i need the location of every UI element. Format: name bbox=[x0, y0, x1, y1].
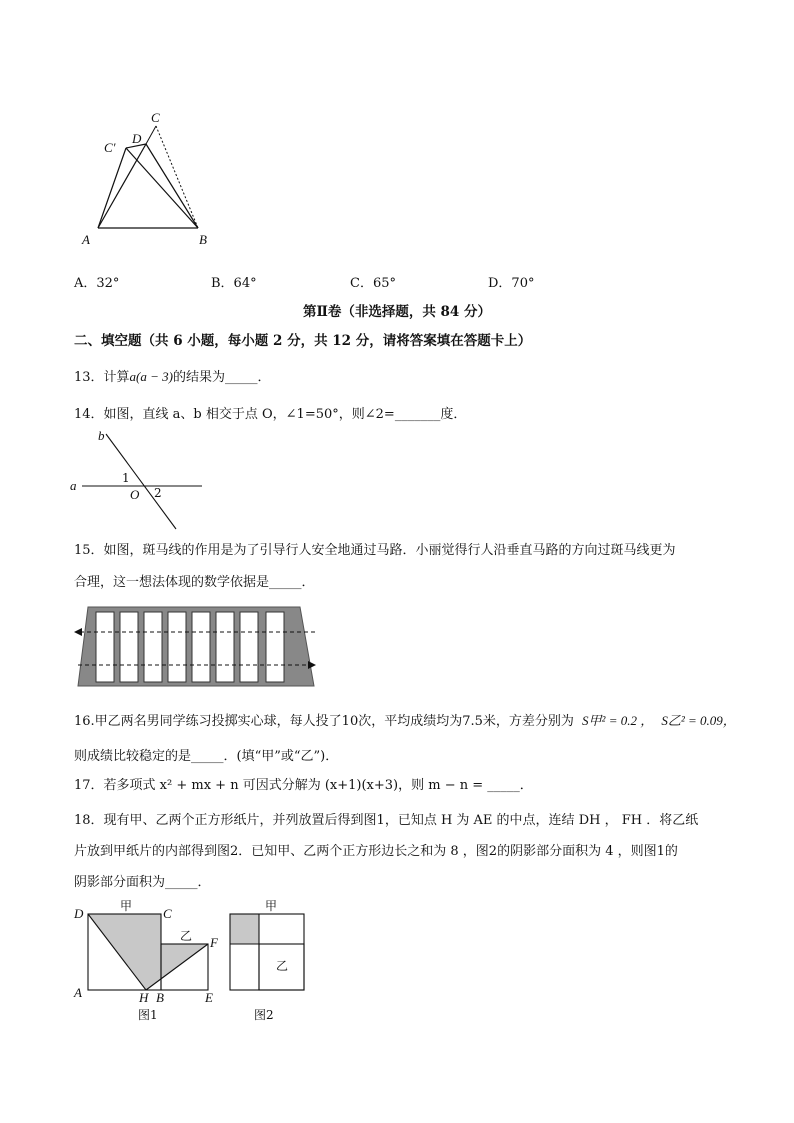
stripe bbox=[168, 612, 186, 682]
question-15-line1: 15．如图，斑马线的作用是为了引导行人安全地通过马路．小丽觉得行人沿垂直马路的方向过斑马线更为 bbox=[74, 543, 676, 558]
option-d: D．70° bbox=[488, 276, 535, 291]
label-e: E bbox=[205, 990, 213, 1005]
q16-variance-yi: S乙² = 0.09， bbox=[661, 713, 736, 728]
shaded-region bbox=[88, 914, 208, 990]
stripe bbox=[96, 612, 114, 682]
stripe bbox=[120, 612, 138, 682]
option-b: B．64° bbox=[211, 276, 257, 291]
question-16-line1 bbox=[74, 712, 736, 731]
option-a: A．32° bbox=[74, 276, 120, 291]
q18-figure-2 bbox=[228, 912, 308, 992]
label-f: F bbox=[210, 935, 218, 950]
label-point-o: O bbox=[130, 487, 140, 502]
label-line-a: a bbox=[70, 478, 77, 493]
shaded-corner bbox=[230, 914, 259, 944]
label-jia-1: 甲 bbox=[120, 899, 133, 913]
arrow-left-icon bbox=[74, 628, 82, 636]
q16-text: 16.甲乙两名男同学练习投掷实心球，每人投了10次，平均成绩均为7.5米，方差分别为 bbox=[74, 714, 574, 729]
q12-triangle-figure bbox=[78, 108, 278, 248]
caption-figure-1: 图1 bbox=[138, 1008, 158, 1022]
label-angle-1: 1 bbox=[122, 471, 130, 485]
side-ac-prime bbox=[98, 148, 126, 228]
label-a: A bbox=[82, 232, 90, 247]
label-b: B bbox=[156, 990, 164, 1005]
label-yi-2: 乙 bbox=[276, 959, 289, 973]
seg-dc bbox=[146, 126, 156, 144]
section-title: 第Ⅱ卷（非选择题，共 84 分） bbox=[302, 304, 492, 320]
label-a: A bbox=[74, 985, 82, 1000]
arrow-right-icon bbox=[308, 661, 316, 669]
seg-c-prime-b bbox=[126, 148, 198, 228]
seg-ad bbox=[98, 144, 146, 228]
label-c: C bbox=[151, 110, 160, 125]
question-17: 17．若多项式 x² + mx + n 可因式分解为 (x+1)(x+3)，则 m − n = _____． bbox=[74, 778, 533, 793]
q18-figure-1 bbox=[86, 912, 226, 1002]
q13-prefix: 13．计算 bbox=[74, 370, 130, 385]
part2-heading: 二、填空题（共 6 小题，每小题 2 分，共 12 分，请将答案填在答题卡上） bbox=[74, 333, 532, 349]
question-18-line2: 片放到甲纸片的内部得到图2．已知甲、乙两个正方形边长之和为 8 ，图2的阴影部分面积为 4 ，则图1的 bbox=[74, 844, 678, 859]
option-c: C．65° bbox=[350, 276, 396, 291]
q13-expression: a(a − 3) bbox=[129, 369, 173, 384]
question-15-line2: 合理，这一想法体现的数学依据是_____． bbox=[74, 575, 315, 590]
label-d: D bbox=[132, 131, 142, 146]
question-14: 14．如图，直线 a、b 相交于点 O，∠1=50°，则∠2=_______度． bbox=[74, 407, 467, 422]
q15-crosswalk-figure bbox=[74, 604, 324, 690]
q13-suffix: 的结果为_____． bbox=[172, 370, 271, 385]
label-c: C bbox=[163, 906, 172, 921]
caption-figure-2: 图2 bbox=[254, 1008, 274, 1022]
label-line-b: b bbox=[98, 428, 105, 443]
q14-intersecting-lines-figure bbox=[78, 428, 218, 538]
stripe bbox=[266, 612, 284, 682]
label-d: D bbox=[74, 906, 84, 921]
label-h: H bbox=[139, 990, 149, 1005]
stripe bbox=[240, 612, 258, 682]
question-18-line3: 阴影部分面积为_____． bbox=[74, 875, 211, 890]
label-b: B bbox=[199, 232, 207, 247]
stripe bbox=[192, 612, 210, 682]
stripe bbox=[216, 612, 234, 682]
q16-variance-jia: S甲² = 0.2 ， bbox=[582, 713, 654, 728]
label-jia-2: 甲 bbox=[265, 899, 278, 913]
seg-db bbox=[146, 144, 198, 228]
question-18-line1: 18．现有甲、乙两个正方形纸片，并列放置后得到图1，已知点 H 为 AE 的中点，连结 DH ， FH ．将乙纸 bbox=[74, 813, 699, 828]
line-b bbox=[106, 434, 176, 529]
label-c-prime: C′ bbox=[104, 140, 116, 155]
question-13 bbox=[74, 368, 271, 387]
question-16-line2: 则成绩比较稳定的是_____．(填“甲”或“乙”)． bbox=[74, 749, 339, 764]
seg-cb-dotted bbox=[156, 126, 198, 228]
stripe bbox=[144, 612, 162, 682]
label-angle-2: 2 bbox=[154, 486, 162, 500]
label-yi-1: 乙 bbox=[180, 929, 193, 943]
